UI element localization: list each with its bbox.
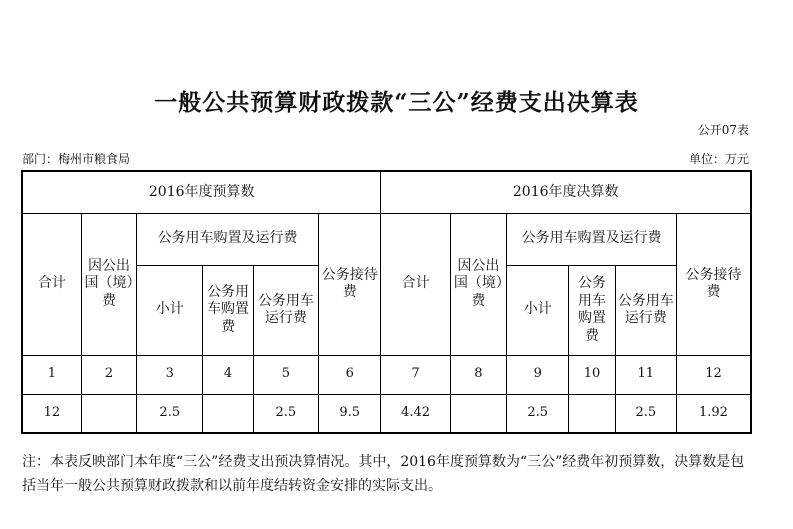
index-cell: 2 [81,355,136,394]
value-final-abroad [450,394,506,433]
header-budget-total: 合计 [22,213,81,355]
value-budget-purchase [203,394,253,433]
index-cell: 9 [507,355,569,394]
header-budget-reception: 公务接待费 [319,213,381,355]
index-cell: 7 [381,355,450,394]
value-final-reception: 1.92 [676,394,751,433]
index-cell: 11 [615,355,676,394]
index-cell: 1 [22,355,81,394]
header-final-total: 合计 [381,213,450,355]
index-cell: 6 [319,355,381,394]
header-final-vehicle: 公务用车购置及运行费 [507,213,677,265]
value-final-subtotal: 2.5 [507,394,569,433]
header-budget-subtotal: 小计 [137,265,203,355]
header-final-subtotal: 小计 [507,265,569,355]
header-budget-vehicle: 公务用车购置及运行费 [137,213,319,265]
index-cell: 12 [676,355,751,394]
unit-label: 单位：万元 [688,152,749,166]
header-budget-operate: 公务用车运行费 [253,265,318,355]
value-final-purchase [569,394,615,433]
group-header-final: 2016年度决算数 [381,171,751,213]
value-budget-abroad [81,394,136,433]
value-budget-operate: 2.5 [253,394,318,433]
index-cell: 5 [253,355,318,394]
value-budget-total: 12 [22,394,81,433]
index-cell: 3 [137,355,203,394]
header-final-purchase: 公务用车购置费 [569,265,615,355]
header-budget-abroad: 因公出国（境）费 [81,213,136,355]
index-cell: 8 [450,355,506,394]
department-label: 部门：梅州市粮食局 [22,152,131,166]
group-header-budget: 2016年度预算数 [22,171,381,213]
page-title: 一般公共预算财政拨款“三公”经费支出决算表 [154,89,639,116]
data-row [22,394,751,433]
index-cell: 10 [569,355,615,394]
header-budget-purchase: 公务用车购置费 [203,265,253,355]
value-final-operate: 2.5 [615,394,676,433]
header-final-abroad: 因公出国（境）费 [450,213,506,355]
value-budget-subtotal: 2.5 [137,394,203,433]
form-number: 公开07表 [697,123,749,137]
header-final-operate: 公务用车运行费 [615,265,676,355]
value-budget-reception: 9.5 [319,394,381,433]
three-public-expense-table [21,170,752,434]
footnote: 注：本表反映部门本年度“三公”经费支出预决算情况。其中，2016年度预算数为“三公”经费年初预算数，决算数是包括当年一般公共预算财政拨款和以前年度结转资金安排的实际支出。 [22,454,745,494]
index-cell: 4 [203,355,253,394]
value-final-total: 4.42 [381,394,450,433]
index-row [22,355,751,394]
header-final-reception: 公务接待费 [676,213,751,355]
